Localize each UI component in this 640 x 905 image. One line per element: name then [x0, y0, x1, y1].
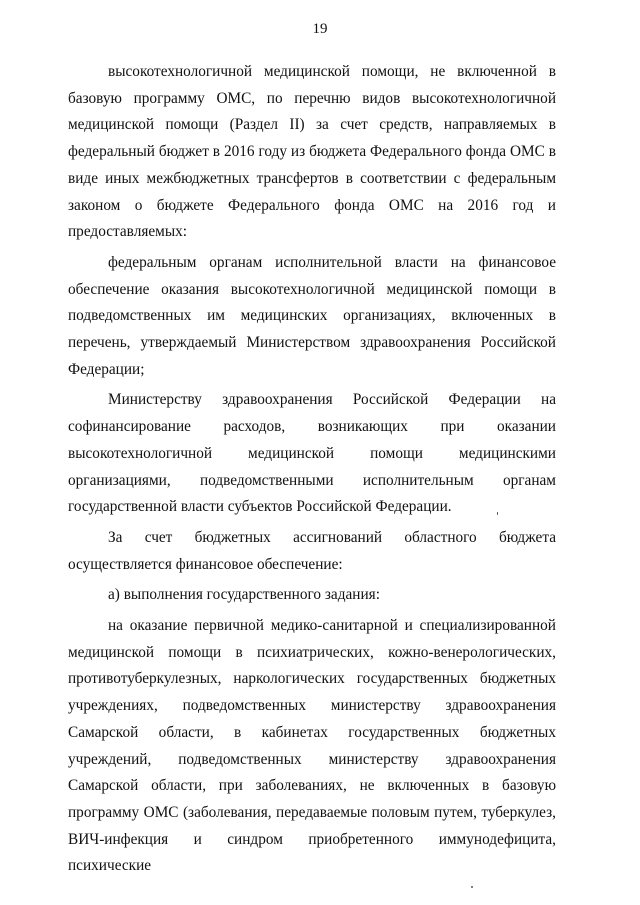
paragraph-state-assignment: а) выполнения государственного задания: [108, 586, 380, 604]
paragraph-regional-budget: За счет бюджетных ассигнований областного бюджета осуществляется финансовое обеспечение: [68, 528, 556, 573]
paragraph-primary-care: на оказание первичной медико-санитарной и специализированной медицинской помощи в психиатрических, кожно-венерологических, противотуберкулезных, наркологических государственных бюджетных учреждениях, подведомственных министерству здравоохранения Самарской области, в кабинетах государственных бюджетных учреждений, подведомственных министерству здравоохранения Самарской области, при заболеваниях, не включенных в базовую программу ОМС (заболевания, передаваемые половым путем, туберкулез, ВИЧ-инфекция и синдром приобретенного иммунодефицита, психические [68, 617, 556, 875]
scan-speck [497, 512, 498, 515]
scan-speck [471, 886, 473, 888]
page-number: 19 [312, 21, 328, 37]
paragraph-hightech-care-funding: высокотехнологичной медицинской помощи, не включенной в базовую программу ОМС, по перечню видов высокотехнологичной медицинской помощи (Раздел II) за счет средств, направляемых в федеральный бюджет в 2016 году из бюджета Федерального фонда ОМС в виде иных межбюджетных трансфертов в соответствии с федеральным законом о бюджете Федерального фонда ОМС на 2016 год и предоставляемых: [68, 63, 556, 241]
paragraph-ministry-cofinancing: Министерству здравоохранения Российской Федерации на софинансирование расходов, возникающих при оказании высокотехнологичной медицинской помощи медицинскими организациями, подведомственными исполнительным органам государственной власти субъектов Российской Федерации. [68, 391, 556, 516]
document-body [68, 59, 556, 880]
paragraph-federal-authorities: федеральным органам исполнительной власти на финансовое обеспечение оказания высокотехнологичной медицинской помощи в подведомственных им медицинских организациях, включенных в перечень, утверждаемый Министерством здравоохранения Российской Федерации; [68, 253, 556, 378]
